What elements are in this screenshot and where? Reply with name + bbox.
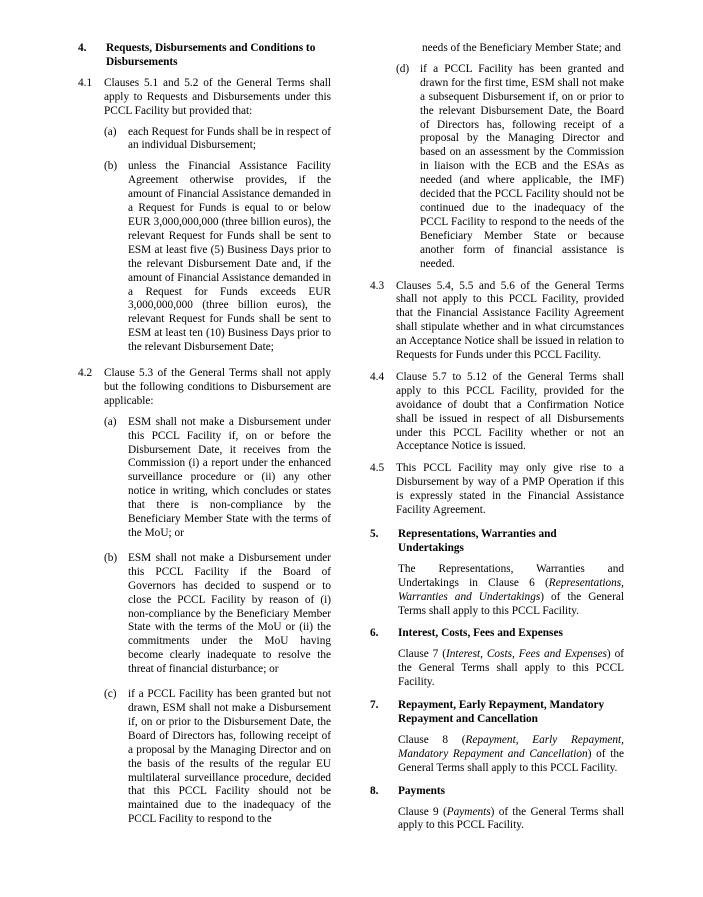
body-text: ) of the General Terms shall apply to this PCCL Facility.: [398, 590, 624, 617]
clause-reference: Representations, Warranties and Undertakings: [398, 576, 624, 603]
item-label: (a): [104, 415, 117, 428]
item-label: (c): [104, 688, 117, 701]
body-text: The Representations, Warranties and Undertakings in Clause 6 (: [398, 562, 624, 589]
section-title: Interest, Costs, Fees and Expenses: [398, 627, 563, 640]
body-text: Clause 8 (: [398, 733, 466, 746]
item-label: (b): [104, 160, 118, 173]
clause-number: 4.1: [78, 76, 93, 89]
section-8-body: [398, 806, 624, 834]
section-number: 7.: [370, 699, 379, 712]
clause-reference: Interest, Costs, Fees and Expenses: [446, 648, 607, 661]
section-6-heading: [370, 627, 624, 641]
body-text: ) of the General Terms shall apply to this PCCL Facility.: [398, 747, 624, 774]
clause-4-2-d: [396, 63, 624, 272]
clause-text: Clauses 5.4, 5.5 and 5.6 of the General Terms shall not apply to this PCCL Facility, provided that the Financial Assistance Facility Agreement shall stipulate whether and in what circumstances an Acceptance Notice shall be issued in relation to Requests for Funds under this PCCL Facility.: [396, 279, 624, 362]
section-title: Payments: [398, 784, 446, 797]
clause-number: 4.2: [78, 367, 93, 380]
body-text: ) of the General Terms shall apply to this PCCL Facility.: [398, 805, 624, 832]
section-7-body: [398, 734, 624, 776]
section-7-heading: [370, 699, 624, 727]
item-text: unless the Financial Assistance Facility Agreement otherwise provides, if the amount of Financial Assistance demanded in a Request for Funds is equal to or below EUR 3,000,000,000 (three billion euros), the relevant Request for Funds shall be sent to ESM at least five (5) Business Days prior to the relevant Disbursement Date and, if the amount of Financial Assistance demanded in a Request for Funds exceeds EUR 3,000,000,000 (three billion euros), the relevant Request for Funds shall be sent to ESM at least ten (10) Business Days prior to the relevant Disbursement Date;: [128, 160, 331, 354]
clause-reference: Repayment, Early Repayment, Mandatory Repayment and Cancellation: [398, 733, 625, 760]
clause-4-2-c: [104, 688, 331, 827]
section-number: 4.: [78, 42, 87, 54]
clause-number: 4.3: [370, 279, 385, 292]
clause-4-2-c-continued: needs of the Beneficiary Member State; and: [422, 42, 621, 54]
item-text: each Request for Funds shall be in respect of an individual Disbursement;: [128, 125, 331, 152]
item-label: (b): [104, 551, 118, 564]
clause-text: Clause 5.7 to 5.12 of the General Terms shall apply to this PCCL Facility, provided for the avoidance of doubt that a Confirmation Notice shall be issued in respect of all Disbursements under this PCCL Facility whether or not an Acceptance Notice is issued.: [396, 370, 624, 453]
section-number: 5.: [370, 528, 379, 540]
section-8-heading: [370, 785, 624, 799]
section-title: Representations, Warranties and Undertakings: [398, 528, 557, 554]
item-text: ESM shall not make a Disbursement under this PCCL Facility if the Board of Governors has decided to suspend or to close the PCCL Facility by reason of (i) non-compliance by the Beneficiary Member State with the terms of the MoU or (ii) the commitments under the MoU having become clearly inadequate to resolve the threat of financial disturbance; or: [128, 551, 331, 676]
clause-number: 4.4: [370, 370, 385, 383]
section-number: 6.: [370, 627, 379, 640]
clause-4-1: [78, 77, 331, 119]
clause-number: 4.5: [370, 462, 385, 475]
clause-text: Clause 5.3 of the General Terms shall not apply but the following conditions to Disbursement are applicable:: [104, 367, 331, 407]
item-label: (d): [396, 62, 410, 75]
section-4-heading: [78, 42, 331, 70]
clause-4-2-b: [104, 552, 331, 677]
clause-4-3: [370, 280, 624, 363]
clause-text: Clauses 5.1 and 5.2 of the General Terms shall apply to Requests and Disbursements under this PCCL Facility but provided that:: [104, 76, 331, 117]
right-column: [370, 42, 624, 833]
section-title: Repayment, Early Repayment, Mandatory Repayment and Cancellation: [398, 699, 605, 725]
clause-reference: Payments: [446, 805, 491, 818]
clause-4-2: [78, 367, 331, 409]
section-title: Requests, Disbursements and Conditions to Disbursements: [106, 42, 316, 68]
body-text: Clause 9 (: [398, 805, 447, 818]
clause-4-5: [370, 462, 624, 518]
clause-4-4: [370, 371, 624, 454]
item-text: if a PCCL Facility has been granted and drawn for the first time, ESM shall not make a subsequent Disbursement if, on or prior to the relevant Disbursement Date, the Board of Directors has, following receipt of a proposal by the Managing Director and based on an assessment by the Commission in liaison with the ECB and the ESAs as needed (and where applicable, the IMF) decided that the PCCL Facility should not be continued due to the inadequacy of the PCCL Facility to respond to the needs of the Beneficiary Member State or because another form of financial assistance is needed.: [420, 62, 624, 270]
section-number: 8.: [370, 784, 379, 797]
item-text: if a PCCL Facility has been granted but not drawn, ESM shall not make a Disbursement if, on or prior to the Disbursement Date, the Board of Directors has, following receipt of a proposal by the Managing Director and on the basis of the results of the regular EU multilateral surveillance procedure, decided that this PCCL Facility should not be maintained due to the inadequacy of the PCCL Facility to respond to the: [128, 688, 331, 826]
item-label: (a): [104, 125, 117, 138]
item-text: ESM shall not make a Disbursement under this PCCL Facility if, on or before the Disbursement Date, it receives from the Commission (i) a report under the enhanced surveillance procedure or (ii) any other notice in writing, which concludes or states that there is non-compliance by the Beneficiary Member State with the terms of the MoU; or: [128, 415, 331, 539]
clause-4-1-b: [104, 160, 331, 355]
body-text: ) of the General Terms shall apply to this PCCL Facility.: [398, 648, 624, 689]
section-6-body: [398, 648, 624, 690]
clause-text: This PCCL Facility may only give rise to a Disbursement by way of a PMP Operation if this is expressly stated in the Financial Assistance Facility Agreement.: [396, 462, 624, 517]
clause-4-2-a: [104, 416, 331, 541]
left-column: [78, 42, 331, 827]
clause-4-1-a: [104, 126, 331, 154]
section-5-heading: [370, 528, 624, 556]
section-5-body: [398, 563, 624, 619]
body-text: Clause 7 (: [398, 648, 447, 661]
